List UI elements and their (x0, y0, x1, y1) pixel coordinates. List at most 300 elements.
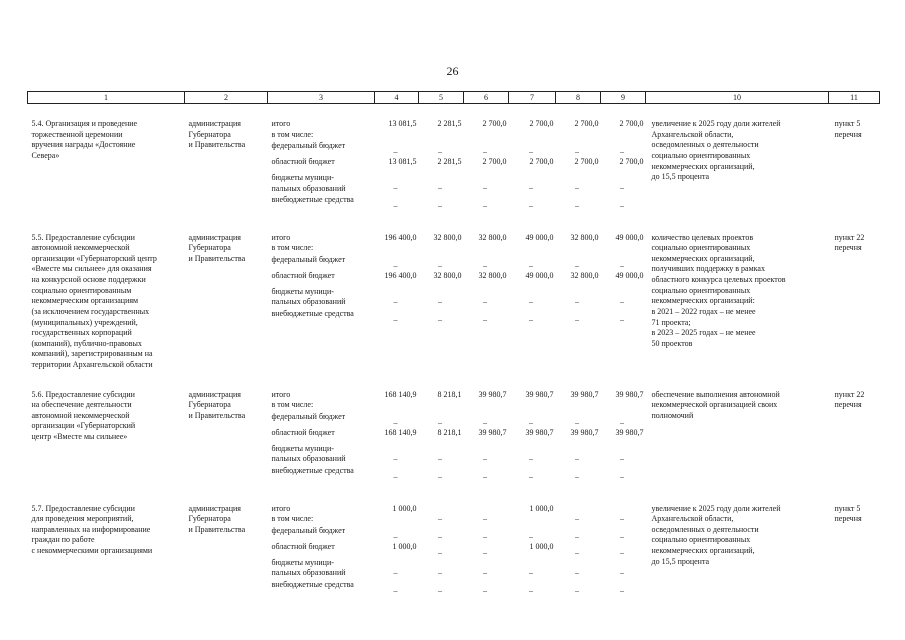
amount-dash: – (575, 547, 579, 557)
funding-source-item (272, 542, 375, 558)
amount-value: 39 980,7 (478, 389, 507, 399)
amount-value: 49 000,0 (525, 232, 554, 242)
measure-name (28, 218, 185, 375)
funding-source-item (272, 141, 375, 157)
amount-dash: – (438, 531, 442, 541)
amount-dash: – (620, 417, 624, 427)
amount-dash: – (438, 260, 442, 270)
table-row (28, 489, 880, 597)
measure-name-line: направленных на информирование (31, 524, 151, 534)
amount-dash: – (575, 471, 579, 481)
funding-source-label: областной бюджет (271, 157, 335, 166)
amount-dash: – (620, 260, 624, 270)
expected-result (646, 218, 829, 375)
funding-source-label: в том числе: (271, 129, 314, 139)
measure-name-line: государственных корпораций (31, 328, 132, 338)
list-reference-line: перечня (834, 243, 862, 253)
funding-source-label: пальных образований (271, 454, 346, 464)
list-reference-line: перечня (834, 129, 862, 139)
amount-value: 49 000,0 (525, 270, 554, 280)
measure-name-line: с некоммерческими организациями (31, 546, 153, 555)
page-number: 26 (446, 64, 459, 78)
amount-cell (509, 218, 556, 375)
amount-cell (509, 104, 556, 218)
amount-dash: – (438, 201, 442, 210)
expected-result-line: количество целевых проектов (651, 232, 754, 242)
list-reference-line: пункт 5 (834, 119, 861, 128)
amount-cell (601, 104, 646, 218)
measure-name-line: некоммерческим организациям (31, 296, 139, 306)
amount-value: 196 400,0 (384, 270, 417, 280)
funding-source-label: федеральный бюджет (271, 254, 346, 264)
funding-source-label: итого (271, 119, 291, 128)
measure-name (28, 375, 185, 489)
program-table (27, 91, 880, 597)
funding-source-label: областной бюджет (271, 541, 335, 551)
amount-dash: – (620, 147, 624, 156)
amount-dash: – (575, 453, 579, 463)
funding-source-item (272, 173, 375, 195)
amount-cell (419, 104, 464, 218)
funding-source-item (272, 504, 375, 526)
amount-cell (509, 375, 556, 489)
amount-dash: – (393, 183, 398, 192)
executor-line: и Правительства (188, 410, 246, 420)
measure-name-line: 5.6. Предоставление субсидии (31, 389, 135, 399)
measure-name-line: Севера» (31, 150, 60, 160)
expected-result-line: до 15,5 процента (651, 556, 710, 566)
funding-source-item (272, 271, 375, 287)
expected-result-line: осведомленных о деятельности (651, 140, 759, 150)
amount-value: 39 980,7 (570, 389, 599, 399)
col-header: 6 (464, 92, 509, 104)
executor-line: Губернатора (188, 129, 231, 139)
amount-dash: – (483, 314, 487, 324)
funding-source-label: федеральный бюджет (271, 411, 346, 421)
funding-source-label: федеральный бюджет (271, 525, 346, 535)
funding-source-item (272, 309, 375, 325)
amount-dash: – (575, 296, 579, 306)
amount-value: 32 800,0 (478, 270, 507, 280)
amount-cell (419, 218, 464, 375)
amount-cell (464, 218, 509, 375)
expected-result-line: социально ориентированных (651, 535, 751, 545)
col-header: 7 (509, 92, 556, 104)
expected-result (646, 104, 829, 218)
amount-dash: – (529, 201, 533, 210)
amount-dash: – (575, 513, 579, 523)
amount-dash: – (620, 547, 624, 557)
funding-source-label: итого (271, 232, 291, 242)
amount-value: 1 000,0 (529, 541, 554, 551)
funding-source-item (272, 157, 375, 173)
expected-result-line: 71 проекта; (651, 317, 691, 327)
funding-source-label: бюджеты муници- (271, 173, 334, 182)
expected-result-line: осведомленных о деятельности (651, 524, 759, 534)
funding-source-item (272, 412, 375, 428)
funding-source-item (272, 428, 375, 444)
expected-result-line: Архангельской области, (651, 514, 734, 524)
measure-name-line: торжественной церемонии (31, 129, 123, 139)
amount-cell (601, 375, 646, 489)
amount-dash: – (483, 547, 487, 557)
executor-line: Губернатора (188, 400, 231, 410)
table-row (28, 218, 880, 375)
funding-source-label: внебюджетные средства (271, 465, 354, 475)
expected-result-line: увеличение к 2025 году доли жителей (651, 503, 781, 513)
col-header: 3 (268, 92, 375, 104)
amount-dash: – (393, 567, 398, 577)
amount-value: 2 700,0 (529, 157, 554, 166)
amount-value: 168 140,9 (384, 427, 417, 437)
amount-cell (556, 104, 601, 218)
amount-dash: – (620, 201, 624, 210)
executor-line: администрация (188, 119, 241, 128)
amount-dash: – (575, 567, 579, 577)
measure-name-line: вручения награды «Достояние (31, 140, 136, 150)
funding-sources (268, 218, 375, 375)
amount-dash: – (620, 296, 624, 306)
expected-result-line: в 2021 – 2022 годах – не менее (651, 306, 756, 316)
executor-line: и Правительства (188, 253, 246, 263)
amount-cell (419, 489, 464, 597)
amount-value: 8 218,1 (437, 427, 462, 437)
measure-name-line: 5.5. Предоставление субсидии (31, 232, 135, 242)
amount-dash: – (438, 314, 442, 324)
executor (185, 104, 268, 218)
expected-result-line: 50 проектов (651, 338, 693, 348)
expected-result-line: социально ориентированных (651, 150, 751, 160)
expected-result-line: социально ориентированных (651, 285, 751, 295)
col-header: 4 (375, 92, 419, 104)
expected-result-line: до 15,5 процента (651, 172, 710, 182)
expected-result (646, 489, 829, 597)
amount-dash: – (529, 314, 533, 324)
amount-cell (375, 489, 419, 597)
amount-dash: – (620, 585, 624, 595)
amount-dash: – (483, 567, 487, 577)
funding-source-item (272, 466, 375, 482)
amount-dash: – (529, 183, 533, 192)
amount-cell (375, 375, 419, 489)
amount-value: 39 980,7 (615, 427, 644, 437)
list-reference (829, 218, 880, 375)
funding-source-label: пальных образований (271, 568, 346, 578)
amount-dash: – (393, 201, 398, 210)
measure-name-line: территории Архангельской области (31, 360, 153, 369)
executor-line: Губернатора (188, 243, 231, 253)
measure-name-line: компаний), зарегистрированным на (31, 349, 153, 359)
amount-cell (556, 375, 601, 489)
amount-dash: – (393, 260, 398, 270)
amount-dash: – (620, 513, 624, 523)
funding-source-label: в том числе: (271, 243, 314, 253)
amount-dash: – (620, 471, 624, 481)
amount-dash: – (483, 471, 487, 481)
amount-dash: – (438, 183, 442, 192)
amount-cell (375, 218, 419, 375)
amount-dash: – (438, 147, 442, 156)
measure-name-line: 5.7. Предоставление субсидии (31, 503, 135, 513)
amount-dash: – (438, 296, 442, 306)
amount-dash: – (529, 260, 533, 270)
funding-source-label: бюджеты муници- (271, 286, 334, 296)
col-header: 10 (646, 92, 829, 104)
expected-result-line: некоммерческих организаций: (651, 296, 755, 306)
funding-source-label: федеральный бюджет (271, 141, 346, 150)
amount-value: 32 800,0 (433, 232, 462, 242)
measure-name-line: на обеспечение деятельности (31, 400, 132, 410)
amount-dash: – (483, 201, 487, 210)
funding-sources (268, 104, 375, 218)
expected-result-line: полномочий (651, 410, 694, 420)
amount-dash: – (575, 201, 579, 210)
expected-result-line: получивших поддержку в рамках (651, 264, 765, 274)
measure-name-line: на конкурсной основе поддержки (31, 275, 146, 284)
column-number-row (28, 92, 880, 104)
executor (185, 218, 268, 375)
amount-dash: – (529, 296, 533, 306)
amount-dash: – (483, 513, 487, 523)
list-reference-line: перечня (834, 514, 862, 524)
amount-cell (419, 375, 464, 489)
amount-dash: – (529, 585, 533, 595)
expected-result-line: увеличение к 2025 году доли жителей (651, 119, 781, 128)
funding-sources (268, 375, 375, 489)
amount-value: 32 800,0 (570, 232, 599, 242)
measure-name-line: автономной некоммерческой (31, 410, 130, 420)
amount-dash: – (483, 296, 487, 306)
col-header: 1 (28, 92, 185, 104)
amount-dash: – (483, 453, 487, 463)
amount-value: 2 700,0 (574, 119, 599, 128)
funding-source-label: бюджеты муници- (271, 443, 334, 453)
funding-source-label: внебюджетные средства (271, 579, 354, 589)
amount-dash: – (529, 453, 533, 463)
table-row (28, 375, 880, 489)
measure-name-line: (муниципальных) учреждений, (31, 317, 138, 327)
amount-dash: – (529, 567, 533, 577)
amount-dash: – (393, 471, 398, 481)
funding-source-item (272, 526, 375, 542)
funding-source-item (272, 287, 375, 309)
amount-cell (601, 218, 646, 375)
measure-name-line: организации «Губернаторский центр (31, 253, 157, 263)
amount-value: 1 000,0 (392, 541, 417, 551)
amount-dash: – (575, 314, 579, 324)
list-reference-line: пункт 5 (834, 503, 861, 513)
amount-value: 39 980,7 (525, 389, 554, 399)
amount-dash: – (438, 585, 442, 595)
funding-source-label: в том числе: (271, 400, 314, 410)
measure-name-line: (за исключением государственных (31, 306, 150, 316)
amount-dash: – (575, 147, 579, 156)
executor (185, 489, 268, 597)
list-reference-line: пункт 22 (834, 389, 865, 399)
executor-line: администрация (188, 389, 241, 399)
amount-dash: – (575, 531, 579, 541)
measure-name-line: «Вместе мы сильнее» для оказания (31, 264, 152, 274)
amount-dash: – (438, 513, 442, 523)
executor-line: Губернатора (188, 514, 231, 524)
measure-name-line: организации «Губернаторский (31, 421, 136, 431)
amount-dash: – (575, 183, 579, 192)
amount-dash: – (483, 183, 487, 192)
amount-dash: – (575, 417, 579, 427)
amount-dash: – (483, 531, 487, 541)
amount-dash: – (529, 471, 533, 481)
list-reference (829, 104, 880, 218)
amount-cell (556, 218, 601, 375)
amount-cell (464, 375, 509, 489)
measure-name-line: 5.4. Организация и проведение (31, 119, 138, 128)
funding-source-label: бюджеты муници- (271, 557, 334, 567)
amount-dash: – (393, 296, 398, 306)
expected-result-line: обеспечение выполнения автономной (651, 389, 780, 399)
amount-cell (556, 489, 601, 597)
expected-result-line: областного конкурса целевых проектов (651, 275, 786, 284)
amount-value: 2 700,0 (619, 119, 644, 128)
amount-dash: – (483, 147, 487, 156)
expected-result-line: некоммерческих организаций, (651, 253, 755, 263)
amount-value: 196 400,0 (384, 232, 417, 242)
amount-value: 13 081,5 (388, 157, 417, 166)
funding-source-label: внебюджетные средства (271, 195, 354, 204)
funding-sources (268, 489, 375, 597)
measure-name-line: социально ориентированным (31, 285, 132, 295)
amount-dash: – (393, 147, 398, 156)
executor (185, 375, 268, 489)
amount-value: 39 980,7 (478, 427, 507, 437)
amount-value: 49 000,0 (615, 232, 644, 242)
expected-result-line: Архангельской области, (651, 129, 734, 139)
expected-result-line: некоммерческой организацией своих (651, 400, 778, 410)
amount-cell (464, 489, 509, 597)
amount-dash: – (575, 585, 579, 595)
measure-name-line: автономной некоммерческой (31, 243, 130, 253)
col-header: 11 (829, 92, 880, 104)
list-reference (829, 489, 880, 597)
amount-cell (601, 489, 646, 597)
amount-value: 168 140,9 (384, 389, 417, 399)
amount-dash: – (575, 260, 579, 270)
measure-name-line: граждан по работе (31, 535, 95, 545)
funding-source-label: областной бюджет (271, 427, 335, 437)
amount-value: 1 000,0 (392, 503, 417, 513)
col-header: 2 (185, 92, 268, 104)
amount-dash: – (438, 547, 442, 557)
amount-dash: – (438, 567, 442, 577)
funding-source-item (272, 444, 375, 466)
col-header: 5 (419, 92, 464, 104)
executor-line: и Правительства (188, 140, 246, 150)
funding-source-label: областной бюджет (271, 270, 335, 280)
amount-cell (375, 104, 419, 218)
funding-source-item (272, 255, 375, 271)
amount-dash: – (529, 147, 533, 156)
amount-value: 2 700,0 (529, 119, 554, 128)
amount-dash: – (529, 531, 533, 541)
amount-dash: – (438, 417, 442, 427)
measure-name-line: (компаний), публично-правовых (31, 338, 142, 348)
expected-result-line: социально ориентированных (651, 243, 751, 253)
measure-name-line: центр «Вместе мы сильнее» (31, 432, 128, 441)
amount-value: 49 000,0 (615, 270, 644, 280)
amount-dash: – (393, 417, 398, 427)
measure-name (28, 489, 185, 597)
amount-value: 2 700,0 (574, 157, 599, 166)
amount-value: 13 081,5 (388, 119, 417, 128)
measure-name (28, 104, 185, 218)
amount-dash: – (483, 585, 487, 595)
amount-dash: – (620, 453, 624, 463)
executor-line: и Правительства (188, 524, 246, 534)
amount-value: 32 800,0 (478, 232, 507, 242)
measure-name-line: для проведения мероприятий, (31, 514, 134, 524)
funding-source-label: в том числе: (271, 514, 314, 524)
expected-result-line: в 2023 – 2025 годах – не менее (651, 328, 756, 338)
funding-source-item (272, 195, 375, 211)
amount-value: 1 000,0 (529, 503, 554, 513)
expected-result-line: некоммерческих организаций, (651, 546, 755, 555)
amount-dash: – (393, 531, 398, 541)
amount-cell (464, 104, 509, 218)
amount-value: 39 980,7 (525, 427, 554, 437)
table-row (28, 104, 880, 218)
funding-source-label: внебюджетные средства (271, 308, 354, 318)
funding-source-item (272, 233, 375, 255)
funding-source-item (272, 390, 375, 412)
amount-value: 8 218,1 (437, 389, 462, 399)
amount-dash: – (620, 314, 624, 324)
amount-value: 2 700,0 (482, 157, 507, 166)
funding-source-label: пальных образований (271, 297, 346, 307)
amount-value: 39 980,7 (615, 389, 644, 399)
amount-value: 39 980,7 (570, 427, 599, 437)
amount-dash: – (620, 567, 624, 577)
expected-result-line: некоммерческих организаций, (651, 161, 755, 171)
funding-source-item (272, 580, 375, 596)
executor-line: администрация (188, 503, 241, 513)
amount-value: 2 700,0 (619, 157, 644, 166)
funding-source-label: пальных образований (271, 183, 346, 193)
amount-dash: – (483, 260, 487, 270)
funding-source-item (272, 558, 375, 580)
amount-dash: – (529, 417, 533, 427)
amount-value: 32 800,0 (433, 270, 462, 280)
amount-value: 2 281,5 (437, 157, 462, 166)
amount-dash: – (393, 453, 398, 463)
expected-result (646, 375, 829, 489)
funding-source-label: итого (271, 503, 291, 513)
amount-cell (509, 489, 556, 597)
amount-value: 2 281,5 (437, 119, 462, 128)
list-reference-line: перечня (834, 400, 862, 410)
amount-dash: – (620, 183, 624, 192)
amount-dash: – (620, 531, 624, 541)
amount-dash: – (393, 585, 398, 595)
funding-source-item (272, 119, 375, 141)
executor-line: администрация (188, 232, 241, 242)
funding-source-label: итого (271, 389, 291, 399)
amount-dash: – (483, 417, 487, 427)
col-header: 9 (601, 92, 646, 104)
list-reference (829, 375, 880, 489)
amount-dash: – (438, 453, 442, 463)
amount-dash: – (393, 314, 398, 324)
amount-value: 32 800,0 (570, 270, 599, 280)
amount-dash: – (438, 471, 442, 481)
